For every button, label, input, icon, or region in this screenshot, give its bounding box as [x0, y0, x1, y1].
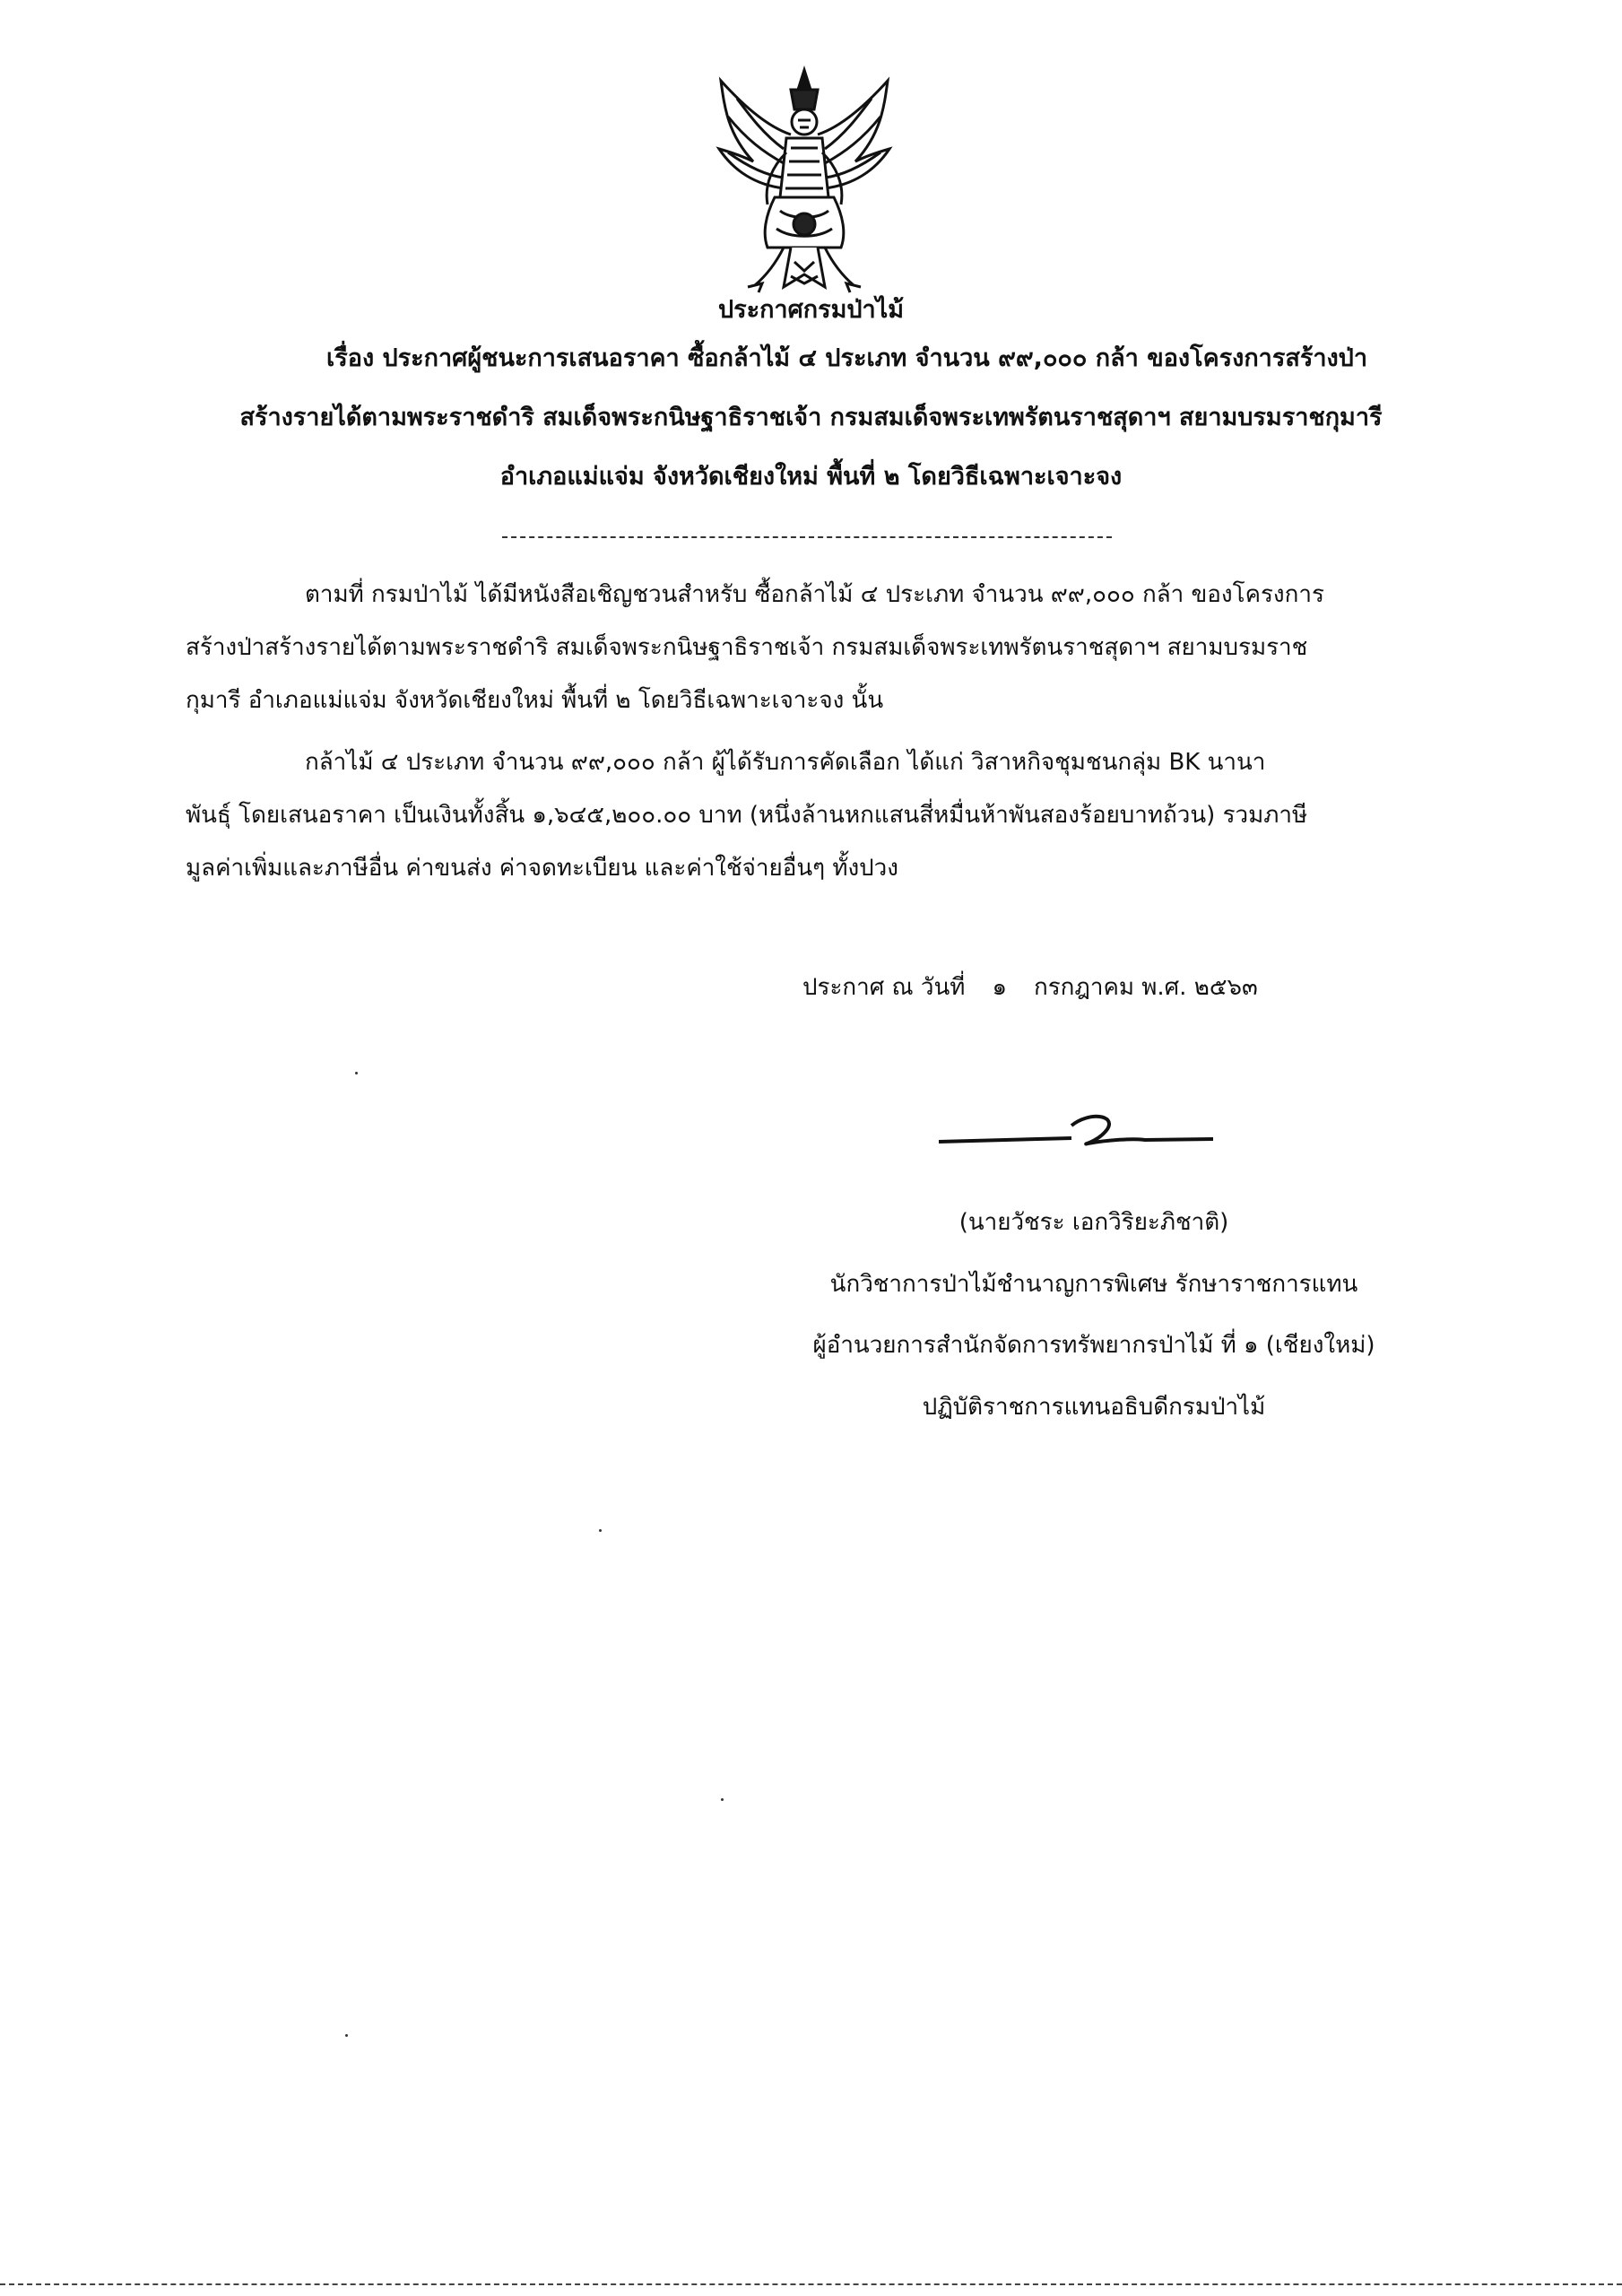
announcement-day: ๑	[992, 974, 1007, 1001]
scan-speck	[345, 2034, 348, 2037]
body-line-3: กุมารี อำเภอแม่แจ่ม จังหวัดเชียงใหม่ พื้นที่ ๒ โดยวิธีเฉพาะเจาะจง นั้น	[186, 687, 884, 714]
body-line-2: สร้างป่าสร้างรายได้ตามพระราชดำริ สมเด็จพระกนิษฐาธิราชเจ้า กรมสมเด็จพระเทพรัตนราชสุดาฯ สยามบรมราช	[186, 634, 1308, 661]
scan-speck	[355, 1072, 358, 1074]
dashed-divider	[502, 536, 1112, 538]
announcement-date	[802, 970, 1258, 1005]
signatory-name: (นายวัชระ เอกวิริยะภิชาติ)	[958, 1209, 1229, 1236]
garuda-emblem-icon	[701, 63, 907, 296]
body-line-5: พันธุ์ โดยเสนอราคา เป็นเงินทั้งสิ้น ๑,๖๔๕,๒๐๐.๐๐ บาท (หนึ่งล้านหกแสนสี่หมื่นห้าพันสองร้อยบาทถ้วน) รวมภาษี	[186, 802, 1308, 829]
announcement-month-year: กรกฎาคม พ.ศ. ๒๕๖๓	[1033, 974, 1258, 1001]
signatory-position-1: นักวิชาการป่าไม้ชำนาญการพิเศษ รักษาราชการแทน	[829, 1271, 1358, 1298]
signature-icon	[937, 1099, 1215, 1161]
subject-line-2: สร้างรายได้ตามพระราชดำริ สมเด็จพระกนิษฐาธิราชเจ้า กรมสมเด็จพระเทพรัตนราชสุดาฯ สยามบรมราชกุมารี	[239, 404, 1383, 431]
subject-line-3: อำเภอแม่แจ่ม จังหวัดเชียงใหม่ พื้นที่ ๒ โดยวิธีเฉพาะเจาะจง	[499, 463, 1123, 491]
announcement-prefix: ประกาศ ณ วันที่	[802, 974, 966, 1001]
document-title: ประกาศกรมป่าไม้	[717, 296, 905, 324]
scan-footer-line	[0, 2283, 1622, 2285]
scan-speck	[599, 1529, 602, 1532]
body-line-6: มูลค่าเพิ่มและภาษีอื่น ค่าขนส่ง ค่าจดทะเบียน และค่าใช้จ่ายอื่นๆ ทั้งปวง	[186, 855, 898, 882]
scan-speck	[721, 1798, 724, 1801]
signatory-position-3: ปฏิบัติราชการแทนอธิบดีกรมป่าไม้	[922, 1394, 1266, 1421]
signatory-position-2: ผู้อำนวยการสำนักจัดการทรัพยากรป่าไม้ ที่ ๑ (เชียงใหม่)	[812, 1332, 1375, 1359]
body-line-4: กล้าไม้ ๔ ประเภท จำนวน ๙๙,๐๐๐ กล้า ผู้ได้รับการคัดเลือก ได้แก่ วิสาหกิจชุมชนกลุ่ม BK นานา	[305, 749, 1266, 776]
body-line-1: ตามที่ กรมป่าไม้ ได้มีหนังสือเชิญชวนสำหรับ ซื้อกล้าไม้ ๔ ประเภท จำนวน ๙๙,๐๐๐ กล้า ของโครงการ	[305, 581, 1324, 608]
subject-line-1: เรื่อง ประกาศผู้ชนะการเสนอราคา ซื้อกล้าไม้ ๔ ประเภท จำนวน ๙๙,๐๐๐ กล้า ของโครงการสร้างป่า	[326, 344, 1367, 372]
